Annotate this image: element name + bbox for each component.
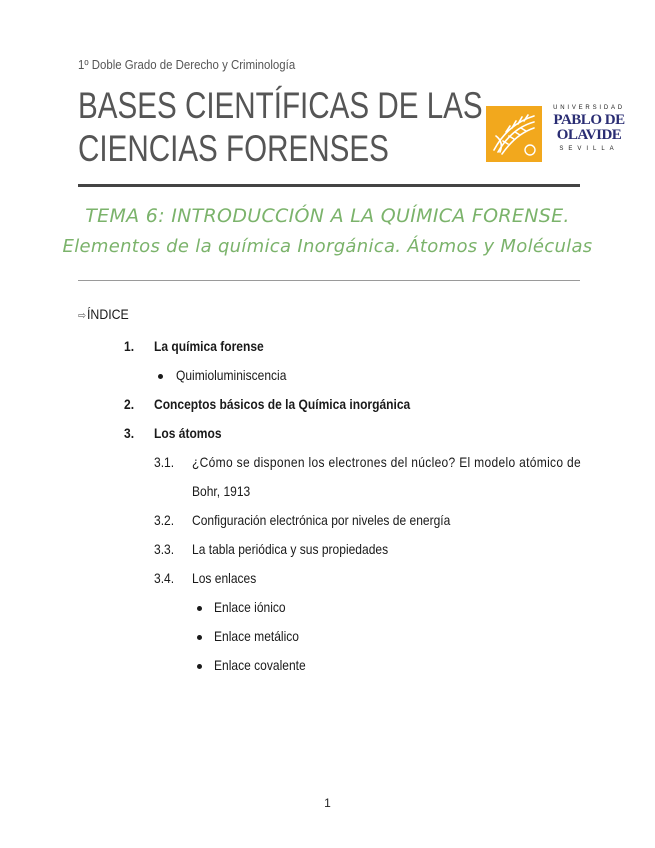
tema-subheading: Elementos de la química Inorgánica. Átomos y Moléculas bbox=[62, 236, 593, 257]
toc-text: Quimioluminiscencia bbox=[176, 367, 287, 383]
document-title-line-1: BASES CIENTÍFICAS DE LAS bbox=[78, 85, 483, 126]
toc-item-3-2 bbox=[154, 512, 451, 528]
page-number: 1 bbox=[324, 796, 331, 810]
bullet-icon bbox=[158, 374, 163, 379]
tema-heading: TEMA 6: INTRODUCCIÓN A LA QUÍMICA FORENSE. bbox=[85, 205, 570, 227]
bullet-icon bbox=[197, 606, 202, 611]
toc-item-3-3 bbox=[154, 541, 389, 557]
toc-text-line-2: Bohr, 1913 bbox=[192, 483, 251, 499]
university-logo-text bbox=[546, 104, 632, 162]
toc-number: 3.1. bbox=[154, 454, 175, 470]
tema-divider bbox=[78, 280, 580, 281]
toc-number: 3.4. bbox=[154, 570, 175, 586]
toc-text: Enlace covalente bbox=[214, 657, 306, 673]
toc-text: Conceptos básicos de la Química inorgánica bbox=[154, 396, 411, 412]
bullet-icon bbox=[197, 635, 202, 640]
document-title bbox=[78, 84, 483, 170]
toc-text: La química forense bbox=[154, 338, 264, 354]
toc-number: 3. bbox=[124, 425, 135, 441]
toc-text: Enlace metálico bbox=[214, 628, 299, 644]
toc-text: Enlace iónico bbox=[214, 599, 286, 615]
logo-bottom-text: SEVILLA bbox=[559, 146, 619, 152]
toc-item-3 bbox=[124, 425, 222, 441]
toc-number: 2. bbox=[124, 396, 135, 412]
toc-item-2 bbox=[124, 396, 411, 412]
toc-number: 1. bbox=[124, 338, 135, 354]
toc-item-1 bbox=[124, 338, 264, 354]
toc-item-3-4 bbox=[154, 570, 257, 586]
logo-top-text: UNIVERSIDAD bbox=[553, 105, 625, 111]
toc-text: La tabla periódica y sus propiedades bbox=[192, 541, 389, 557]
toc-text: Configuración electrónica por niveles de energía bbox=[192, 512, 451, 528]
university-logo bbox=[486, 104, 632, 162]
toc-text-line-1: ¿Cómo se disponen los electrones del núcleo? El modelo atómico de bbox=[192, 454, 582, 470]
toc-text: Los enlaces bbox=[192, 570, 257, 586]
toc-number: 3.3. bbox=[154, 541, 175, 557]
document-title-line-2: CIENCIAS FORENSES bbox=[78, 128, 389, 169]
bullet-icon bbox=[197, 664, 202, 669]
arrow-right-icon: ⇨ bbox=[78, 310, 87, 322]
index-label: ÍNDICE bbox=[86, 306, 129, 322]
toc-item-3-1 bbox=[154, 454, 582, 499]
toc-number: 3.2. bbox=[154, 512, 175, 528]
logo-name-line-2: OLAVIDE bbox=[556, 127, 622, 143]
toc-text: Los átomos bbox=[154, 425, 222, 441]
index-heading bbox=[78, 306, 129, 322]
course-subtitle: 1º Doble Grado de Derecho y Criminología bbox=[78, 57, 296, 72]
logo-name-line-1: PABLO DE bbox=[553, 112, 625, 128]
university-emblem-icon bbox=[486, 106, 542, 162]
title-divider bbox=[78, 184, 580, 187]
